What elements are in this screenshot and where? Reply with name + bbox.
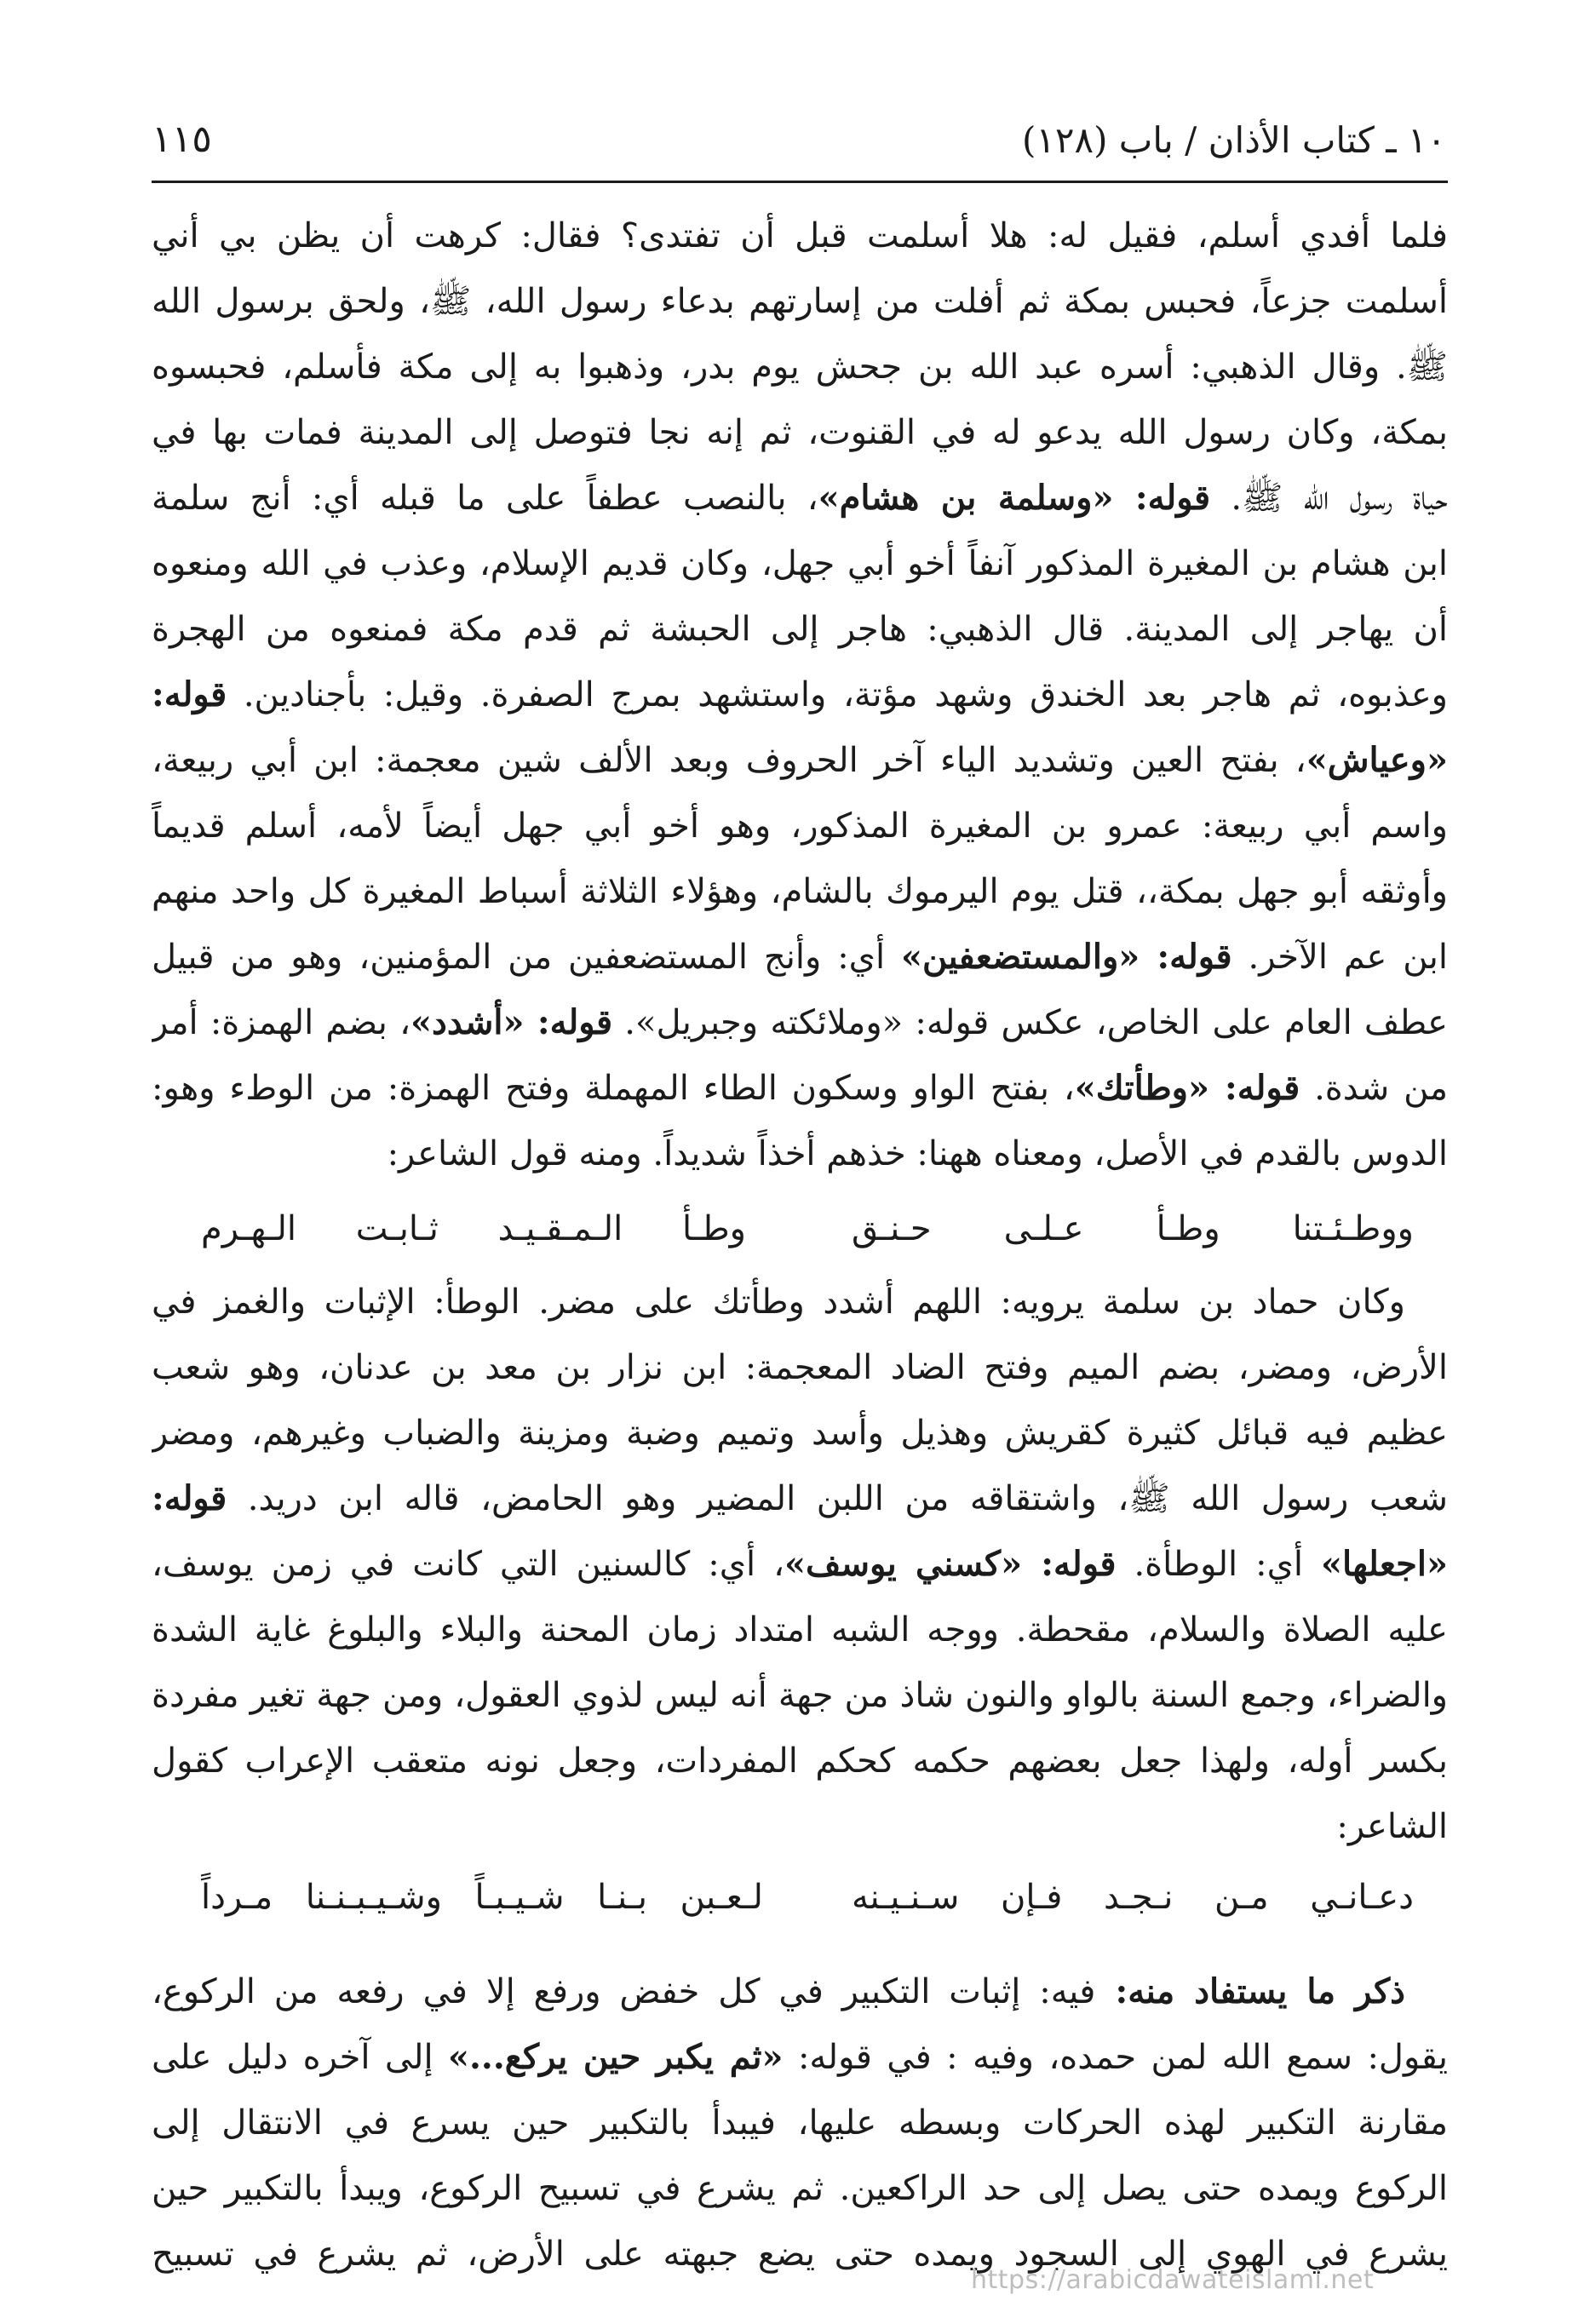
page-header	[152, 119, 1446, 170]
text-line: «اجعلها» أي: الوطأة. قوله: «كسني يوسف»، أي: كالسنين التي كانت في زمن يوسف،	[152, 1544, 1448, 1584]
running-title: ١٠ ـ كتاب الأذان / باب (١٢٨)	[1021, 119, 1446, 161]
text-line: والضراء، وجمع السنة بالواو والنون شاذ من جهة أنه ليس لذوي العقول، ومن جهة تغير مفردة	[152, 1676, 1448, 1715]
text-line: بكسر أوله، ولهذا جعل بعضهم حكمه كحكم المفردات، وجعل نونه متعقب الإعراب كقول	[152, 1741, 1448, 1781]
text-line: الدوس بالقدم في الأصل، ومعناه ههنا: خذهم أخذاً شديداً. ومنه قول الشاعر:	[387, 1134, 1448, 1173]
text-line: الركوع ويمده حتى يصل إلى حد الراكعين. ثم يشرع في تسبيح الركوع، ويبدأ بالتكبير حين	[152, 2169, 1448, 2208]
text-line: حياة رسول الله ﷺ. قوله: «وسلمة بن هشام»، بالنصب عطفاً على ما قبله أي: أنج سلمة	[152, 478, 1448, 518]
text-line: فلما أفدي أسلم، فقيل له: هلا أسلمت قبل أن تفتدى؟ فقال: كرهت أن يظن بي أني	[152, 216, 1448, 255]
header-rule	[152, 181, 1448, 183]
text-line: ﷺ. وقال الذهبي: أسره عبد الله بن جحش يوم بدر، وذهبوا به إلى مكة فأسلم، فحبسوه	[152, 347, 1448, 387]
text-line: ابن عم الآخر. قوله: «والمستضعفين» أي: وأنج المستضعفين من المؤمنين، وهو من قبيل	[152, 937, 1448, 977]
text-line: عليه الصلاة والسلام، مقحطة. ووجه الشبه امتداد زمان المحنة والبلاء والبلوغ غاية الشدة	[152, 1610, 1448, 1649]
text-line: بمكة، وكان رسول الله يدعو له في القنوت، ثم إنه نجا فتوصل إلى المدينة فمات بها في	[152, 413, 1448, 452]
text-line: ذكر ما يستفاد منه: فيه: إثبات التكبير في كل خفض ورفع إلا في رفعه من الركوع،	[152, 1971, 1405, 2011]
verse-hemistich-first: ووطـئـتنا وطـأ عـلـى حـنـق	[852, 1209, 1414, 1248]
text-line: ابن هشام بن المغيرة المذكور آنفاً أخو أبي جهل، وكان قديم الإسلام، وعذب في الله ومنعوه	[152, 544, 1448, 583]
text-line: عطف العام على الخاص، عكس قوله: «وملائكته وجبريل». قوله: «أشدد»، بضم الهمزة: أمر	[152, 1002, 1448, 1042]
text-line: وكان حماد بن سلمة يرويه: اللهم أشدد وطأتك على مضر. الوطأ: الإثبات والغمز في	[152, 1282, 1405, 1322]
page-number: ١١٥	[152, 118, 212, 161]
text-line: وأوثقه أبو جهل بمكة،، قتل يوم اليرموك بالشام، وهؤلاء الثلاثة أسباط المغيرة كل واحد منهم	[152, 872, 1448, 911]
text-line: مقارنة التكبير لهذه الحركات وبسطه عليها، فيبدأ بالتكبير حين يسرع في الانتقال إلى	[152, 2103, 1448, 2143]
text-line: عظيم فيه قبائل كثيرة كقريش وهذيل وأسد وتميم وضبة ومزينة والضباب وغيرهم، ومضر	[152, 1414, 1448, 1453]
text-line: أسلمت جزعاً، فحبس بمكة ثم أفلت من إسارتهم بدعاء رسول الله، ﷺ، ولحق برسول الله	[152, 282, 1448, 321]
verse-hemistich-second: لـعـبن بـنـا شـيـبـاً وشـيـبـنـنا مـرداً	[201, 1878, 763, 1917]
verse-hemistich-first: دعـانـي مـن نـجـد فـإن سـنـيـنه	[852, 1878, 1414, 1917]
text-line: أن يهاجر إلى المدينة. قال الذهبي: هاجر إلى الحبشة ثم قدم مكة فمنعوه من الهجرة	[152, 610, 1448, 649]
text-line: الأرض، ومضر، بضم الميم وفتح الضاد المعجمة: ابن نزار بن معد بن عدنان، وهو شعب	[152, 1348, 1448, 1387]
text-line: يقول: سمع الله لمن حمده، وفيه : في قوله: «ثم يكبر حين يركع...» إلى آخره دليل على	[152, 2037, 1448, 2077]
text-line: «وعياش»، بفتح العين وتشديد الياء آخر الحروف وبعد الألف شين معجمة: ابن أبي ربيعة،	[152, 740, 1448, 780]
text-line: يشرع في الهوي إلى السجود ويمده حتى يضع جبهته على الأرض، ثم يشرع في تسبيح	[152, 2235, 1448, 2274]
text-line: من شدة. قوله: «وطأتك»، بفتح الواو وسكون الطاء المهملة وفتح الهمزة: من الوطء وهو:	[152, 1068, 1448, 1108]
text-line: وعذبوه، ثم هاجر بعد الخندق وشهد مؤتة، واستشهد بمرج الصفرة. وقيل: بأجنادين. قوله:	[152, 674, 1448, 714]
text-line: شعب رسول الله ﷺ، واشتقاقه من اللبن المضير وهو الحامض، قاله ابن دريد. قوله:	[152, 1478, 1448, 1518]
text-line: واسم أبي ربيعة: عمرو بن المغيرة المذكور، وهو أخو أبي جهل أيضاً لأمه، أسلم قديماً	[152, 806, 1448, 846]
verse-hemistich-second: وطـأ الـمـقـيـد ثـابـت الـهـرم	[201, 1209, 746, 1248]
text-line: الشاعر:	[1336, 1807, 1448, 1846]
source-watermark: https://arabicdawateislami.net	[971, 2265, 1375, 2295]
